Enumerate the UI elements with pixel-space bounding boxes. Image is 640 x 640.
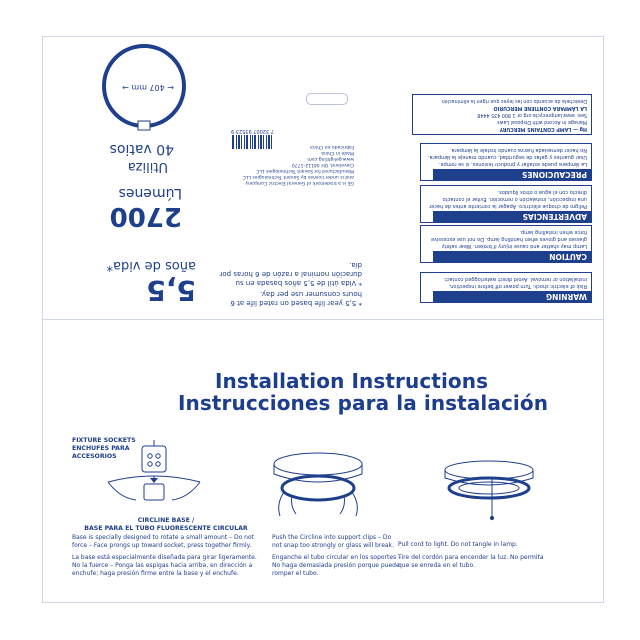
diameter-label: ← 407 mm → bbox=[122, 83, 174, 92]
caution-heading: CAUTION bbox=[433, 251, 591, 262]
fixture-sockets-heading-en: FIXTURE SOCKETS bbox=[72, 437, 136, 444]
life-label: años de vida* bbox=[106, 258, 196, 273]
manufacturer-line: GE is a trademark of General Electric Company bbox=[245, 180, 354, 185]
back-panel bbox=[42, 36, 602, 319]
step3-text-es: Tire del cordón para encender la luz. No permita que se enreda en el tubo. bbox=[398, 554, 544, 569]
manufacturer-line: Manufactured for Savant Technologies LLC bbox=[256, 168, 354, 173]
mercury-line: Deséchela de acuerdo con las leyes que rigen la eliminación bbox=[441, 98, 587, 103]
manufacturer-line: Fabricado en China bbox=[310, 144, 354, 149]
life-footnote-en: * 5,5 year life based on rated life at 6 hours consumer use per day. bbox=[230, 290, 362, 307]
pull-cord-illustration bbox=[434, 456, 544, 532]
mercury-block bbox=[412, 94, 592, 135]
mercury-line: See: www.lamprecycle.org or 1 800 435 4448 bbox=[477, 112, 587, 117]
advertencias-heading: ADVERTENCIAS bbox=[433, 211, 591, 222]
mercury-line: Manage in Accord with Disposal Laws bbox=[497, 119, 587, 124]
barcode-number: 7 32007 93523 9 bbox=[231, 128, 274, 134]
lumens-label: Lúmenes bbox=[118, 185, 182, 201]
step2-text-es: Enganche el tubo circular en los soportes – No haga demasiada presión porque puede romper el tubo. bbox=[272, 554, 402, 577]
life-years: 5,5 bbox=[146, 274, 196, 307]
title-es: Instrucciones para la instalación bbox=[178, 391, 549, 415]
hang-slot bbox=[306, 93, 348, 105]
socket-base-illustration bbox=[100, 440, 210, 514]
life-footnote-es: * Vida útil de 5,5 años basada en su duración nominal a razón de 6 horas por día. bbox=[219, 261, 362, 287]
step1-text-es: La base está especialmente diseñada para girar ligeramente. No la fuerce – Ponga las espigas hacia arriba, en dirección a enchufe; haga presión firme entre la base y el enchufe. bbox=[72, 554, 257, 577]
precauciones-heading: PRECAUCIONES bbox=[433, 169, 591, 180]
manufacturer-line: Made in China bbox=[321, 150, 354, 155]
lamp-base-marker bbox=[138, 121, 150, 130]
manufacturer-line: and is under license by Savant Technologies LLC bbox=[242, 174, 354, 179]
lumens-value: 2700 bbox=[109, 201, 182, 231]
precauciones-body: La lámpara puede estallar y producir lesiones, si se rompe. Usar guantes y gafas de seguridad, cuando maneje la lámpara. No hacer demasiada fuerza cuando instale la lámpara. bbox=[427, 147, 587, 167]
caution-block bbox=[420, 225, 592, 263]
support-clips-illustration bbox=[262, 444, 374, 522]
step1-text-en: Base is specially designed to rotate a small amount – Do not force – Face prongs up toward socket, press together firmly. bbox=[72, 534, 254, 549]
mercury-line: LA LÁMPARA CONTIENE MERCURIO bbox=[493, 105, 587, 110]
circline-base-label-es: BASE PARA EL TUBO FLUORESCENTE CIRCULAR bbox=[84, 525, 248, 532]
title-en: Installation Instructions bbox=[215, 369, 489, 393]
fixture-sockets-heading-es: ENCHUFES PARA ACCESORIOS bbox=[72, 445, 130, 460]
usage-watts: 40 vatios bbox=[109, 141, 174, 157]
warning-heading: WARNING bbox=[433, 291, 591, 302]
warning-block bbox=[420, 272, 592, 303]
manufacturer-info bbox=[234, 143, 354, 185]
caution-body: Lamp may shatter and cause injury if broken. Wear safety glasses and gloves when handling lamp. Do not use excessive force when installing lamp. bbox=[430, 229, 587, 249]
mercury-line: Hg — LAMP CONTAINS MERCURY bbox=[499, 126, 587, 131]
step2-text-en: Push the Circline into support clips – Do not snap too strongly or glass will break. bbox=[272, 534, 394, 549]
advertencias-block bbox=[420, 185, 592, 223]
step3-text-en: Pull cord to light. Do not tangle in lamp. bbox=[398, 541, 518, 548]
circline-base-label-en: CIRCLINE BASE / bbox=[137, 517, 195, 524]
advertencias-body: Peligro de choque eléctrico. Apagar la corriente antes de hacer una inspección, instalación o remoción. Evitar el contacto directo con el agua o otros líquidos. bbox=[429, 189, 587, 209]
warning-body: Risk of electric shock. Turn power off before inspection, installation or removal. Avoid direct waterlogged contact. bbox=[443, 276, 587, 289]
manufacturer-line: Cleveland, OH 44112-1770 bbox=[291, 162, 354, 167]
manufacturer-line: www.gelighting.com bbox=[307, 156, 354, 161]
precauciones-block bbox=[420, 143, 592, 181]
usage-label: Utiliza bbox=[127, 159, 168, 174]
